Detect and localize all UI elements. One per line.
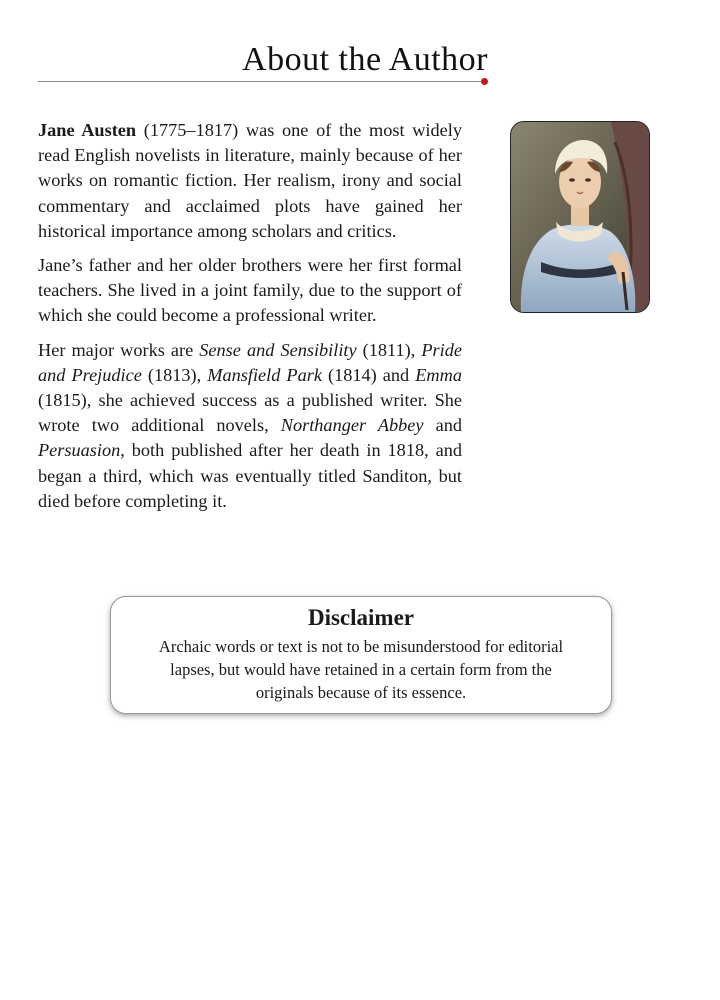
disclaimer-box (110, 596, 612, 714)
author-bio (38, 118, 462, 523)
work-title: Emma (415, 364, 462, 385)
works-text: Her major works are (38, 339, 200, 360)
work-title: Northanger Abbey (280, 415, 424, 436)
bio-text-1: (1775–1817) was one of the most widely read English novelists in literature, mainly because of her works on romantic fiction. Her realism, irony and social commentary and acclaimed plots have gained her historical importance among scholars and critics. (38, 120, 462, 241)
work-title: Mansfield Park (207, 364, 322, 385)
works-text: (1813), (141, 364, 208, 385)
bio-paragraph-1 (38, 118, 462, 244)
work-title: Pride and Prejudice (38, 339, 462, 385)
divider-accent-dot (481, 78, 488, 85)
work-title: Sense and Sensibility (199, 339, 357, 360)
author-name: Jane Austen (38, 120, 137, 140)
work-title: Persuasion (38, 440, 121, 461)
bio-paragraph-3 (38, 338, 462, 514)
page-title: About the Author (242, 41, 488, 78)
works-text: (1811), (356, 339, 422, 360)
title-divider (38, 81, 485, 82)
portrait-illustration (511, 122, 649, 312)
works-text: and (423, 415, 462, 436)
bio-paragraph-2: Jane’s father and her older brothers were her first formal teachers. She lived in a joint family, due to the support of which she could become a professional writer. (38, 255, 462, 326)
author-portrait (510, 121, 650, 313)
works-text: (1814) and (321, 364, 416, 385)
disclaimer-title: Disclaimer (307, 605, 414, 630)
disclaimer-text: Archaic words or text is not to be misunderstood for editorial lapses, but would have retained in a certain form from the originals because of its essence. (158, 637, 564, 702)
works-text: , both published after her death in 1818, and began a third, which was eventually titled Sanditon, but died before completing it. (38, 440, 462, 511)
works-text: (1815), she achieved success as a published writer. She wrote two additional novels, (38, 390, 462, 436)
